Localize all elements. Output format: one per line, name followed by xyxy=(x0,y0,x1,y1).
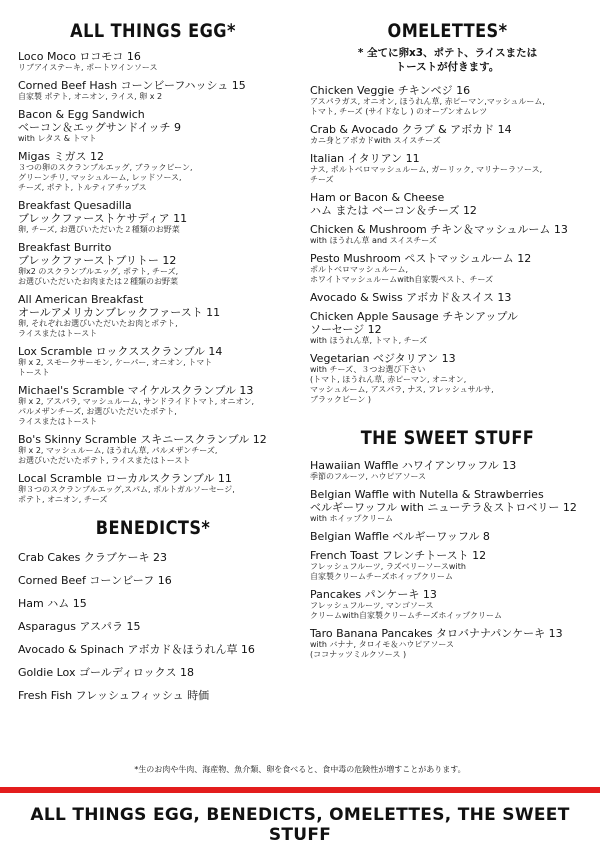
menu-item-name: Migas ミガス 12 xyxy=(18,150,104,163)
menu-item-description: with ホイップクリーム xyxy=(310,514,394,523)
menu-item-name: Chicken Veggie チキンベジ 16 xyxy=(310,84,471,97)
menu-item xyxy=(310,223,585,246)
menu-item xyxy=(310,152,585,185)
menu-item-description: 季節のフルーツ, ハウピアソース xyxy=(310,472,427,481)
menu-item-name: Corned Beef Hash コーンビーフハッシュ 15 xyxy=(18,79,246,92)
menu-item-name: Belgian Waffle ベルギーワッフル 8 xyxy=(310,530,490,543)
menu-item-description: グリーンチリ, マッシュルーム, レッドソース, xyxy=(18,173,182,182)
benedict-item xyxy=(18,574,288,587)
menu-item xyxy=(310,488,585,524)
menu-item-description: with ほうれん草 and スイスチーズ xyxy=(310,236,437,245)
menu-item-name: Ham or Bacon & Cheese ハム または ベーコン＆チーズ 12 xyxy=(310,191,477,217)
menu-item-name: Bo's Skinny Scramble スキニースクランブル 12 xyxy=(18,433,267,446)
menu-item xyxy=(310,530,585,543)
menu-item-name: Chicken Apple Sausage チキンアップル ソーセージ 12 xyxy=(310,310,518,336)
menu-item-description: フレッシュフルーツ, マンゴソース xyxy=(310,601,434,610)
menu-item-description: 自家製 ポテト, オニオン, ライス, 卵 x 2 xyxy=(18,92,163,101)
menu-item-description: ホワイトマッシュルームwith自家製ペスト、チーズ xyxy=(310,275,494,284)
menu-item-name: Belgian Waffle with Nutella & Strawberries ベルギーワッフル with ニューテラ＆ストロベリー 12 xyxy=(310,488,577,514)
footer-title: ALL THINGS EGG, BENEDICTS, OMELETTES, THE SWEET STUFF xyxy=(30,805,570,845)
section-title-sweet-stuff: THE SWEET STUFF xyxy=(360,427,535,449)
section-title-benedicts: BENEDICTS* xyxy=(95,517,211,539)
menu-item xyxy=(18,150,288,193)
menu-item xyxy=(310,123,585,146)
menu-item-name: Avocado & Spinach アボカド＆ほうれん草 16 xyxy=(18,643,255,656)
menu-item-description: クリームwith自家製クリームチーズホイップクリーム xyxy=(310,611,503,620)
menu-item-name: All American Breakfast オールアメリカンブレックファースト 11 xyxy=(18,293,221,319)
menu-item-name: Taro Banana Pancakes タロバナナパンケーキ 13 xyxy=(310,627,563,640)
menu-item-description: パルメザンチーズ, お選びいただいたポテト, xyxy=(18,407,177,416)
sweet-items-list xyxy=(310,459,585,660)
menu-item-description: 自家製クリームチーズホイップクリーム xyxy=(310,572,454,581)
menu-item-description: アスパラガス, オニオン, ほうれん草, 赤ピーマン,マッシュルーム, xyxy=(310,97,545,106)
menu-item-description: ３つの卵のスクランブルエッグ, ブラックビーン, xyxy=(18,163,193,172)
menu-item-description: 卵 x 2, スモークサーモン, ケーパー, オニオン, トマト xyxy=(18,358,213,367)
menu-item-description: with チーズ、３つお選び下さい xyxy=(310,365,426,374)
menu-item-name: Pancakes パンケーキ 13 xyxy=(310,588,437,601)
menu-item-name: Crab & Avocado クラブ & アボカド 14 xyxy=(310,123,512,136)
menu-item-name: Local Scramble ローカルスクランブル 11 xyxy=(18,472,232,485)
menu-item-description: カニ身とアボカドwith スイスチーズ xyxy=(310,136,441,145)
menu-item xyxy=(18,108,288,144)
menu-item-name: Asparagus アスパラ 15 xyxy=(18,620,141,633)
menu-item xyxy=(18,241,288,287)
accent-divider xyxy=(0,787,600,793)
left-column xyxy=(18,0,288,712)
menu-item-name: Pesto Mushroom ペストマッシュルーム 12 xyxy=(310,252,532,265)
menu-item-description: ライスまたはトースト xyxy=(18,417,98,426)
menu-item xyxy=(310,252,585,285)
menu-item-description: (トマト, ほうれん草, 赤ピーマン, オニオン, xyxy=(310,375,467,384)
menu-item-description: 卵x2 のスクランブルエッグ, ポテト, チーズ, xyxy=(18,267,179,276)
menu-item xyxy=(18,50,288,73)
menu-item-description: 卵, それぞれお選びいただいたお肉とポテト, xyxy=(18,319,178,328)
menu-item-name: Chicken & Mushroom チキン＆マッシュルーム 13 xyxy=(310,223,568,236)
menu-item-name: Loco Moco ロコモコ 16 xyxy=(18,50,141,63)
benedict-item xyxy=(18,643,288,656)
menu-item xyxy=(18,433,288,466)
benedict-item xyxy=(18,620,288,633)
menu-item-description: 卵, チーズ, お選びいただいた２種類のお野菜 xyxy=(18,225,180,234)
menu-item-name: Bacon & Egg Sandwich ベーコン＆エッグサンドイッチ 9 xyxy=(18,108,181,134)
menu-item-description: ポテト, オニオン, チーズ xyxy=(18,495,108,504)
menu-item-description: 卵３つのスクランブルエッグ,スパム, ポルトガルソーセージ, xyxy=(18,485,235,494)
section-title-omelettes: OMELETTES* xyxy=(387,20,508,42)
menu-item-name: Michael's Scramble マイケルスクランブル 13 xyxy=(18,384,254,397)
menu-item xyxy=(310,459,585,482)
menu-item-name: Ham ハム 15 xyxy=(18,597,87,610)
benedict-item xyxy=(18,551,288,564)
benedict-item xyxy=(18,666,288,679)
menu-item-description: トマト, チーズ (サイドなし ) のオープンオムレツ xyxy=(310,107,488,116)
menu-item xyxy=(18,472,288,505)
menu-item-description: ライスまたはトースト xyxy=(18,329,98,338)
menu-item-description: お選びいただいたお肉または２種類のお野菜 xyxy=(18,277,178,286)
menu-item-name: Hawaiian Waffle ハワイアンワッフル 13 xyxy=(310,459,517,472)
menu-item-description: リブアイステーキ, ポートワインソース xyxy=(18,63,158,72)
menu-item-description: マッシュルーム, アスパラ, ナス, フレッシュサルサ, xyxy=(310,385,494,394)
menu-item xyxy=(310,291,585,304)
menu-item-name: Fresh Fish フレッシュフィッシュ 時価 xyxy=(18,689,210,702)
menu-item-name: Lox Scramble ロックススクランブル 14 xyxy=(18,345,223,358)
benedicts-list xyxy=(18,551,288,702)
menu-item-description: チーズ, ポテト, トルティアチップス xyxy=(18,183,147,192)
benedict-item xyxy=(18,597,288,610)
menu-item-name: Avocado & Swiss アボカド＆スイス 13 xyxy=(310,291,512,304)
benedict-item xyxy=(18,689,288,702)
menu-item xyxy=(310,310,585,346)
menu-item xyxy=(310,352,585,405)
menu-item-description: チーズ xyxy=(310,175,334,184)
menu-item-description: (ココナッツミルクソース ) xyxy=(310,650,407,659)
omelettes-note-line: トーストが付きます。 xyxy=(395,61,500,73)
menu-item-description: with バナナ, タロイモ＆ハウピアソース xyxy=(310,640,454,649)
omelette-items-list xyxy=(310,84,585,405)
section-title-all-things-egg: ALL THINGS EGG* xyxy=(70,20,236,42)
menu-item xyxy=(310,627,585,660)
menu-item-name: Italian イタリアン 11 xyxy=(310,152,420,165)
omelettes-note xyxy=(310,46,585,74)
food-safety-footnote: *生のお肉や牛肉、海産物、魚介類、卵を食べると、食中毒の危険性が増すことがあります。 xyxy=(134,765,466,774)
menu-item xyxy=(18,384,288,427)
omelettes-note-line: * 全てに卵x3、ポテト、ライスまたは xyxy=(357,47,538,59)
menu-item-description: フレッシュフルーツ, ラズベリーソースwith xyxy=(310,562,466,571)
menu-item-description: with レタス & トマト xyxy=(18,134,97,143)
menu-item-description: トースト xyxy=(18,368,50,377)
menu-item-description: ポルトベロマッシュルーム, xyxy=(310,265,409,274)
menu-item-description: ブラックビーン ) xyxy=(310,395,372,404)
menu-item-description: with ほうれん草, トマト, チーズ xyxy=(310,336,428,345)
menu-item-name: Breakfast Burrito ブレックファーストブリトー 12 xyxy=(18,241,177,267)
right-column xyxy=(310,0,585,666)
menu-item-name: Vegetarian ベジタリアン 13 xyxy=(310,352,456,365)
menu-item xyxy=(310,588,585,621)
menu-item-name: Goldie Lox ゴールディロックス 18 xyxy=(18,666,195,679)
egg-items-list xyxy=(18,50,288,505)
menu-item-description: 卵 x 2, アスパラ, マッシュルーム, サンドライドトマト, オニオン, xyxy=(18,397,255,406)
menu-item xyxy=(18,199,288,235)
menu-item-name: Breakfast Quesadilla ブレックファーストケサディア 11 xyxy=(18,199,188,225)
menu-item-description: お選びいただいたポテト, ライスまたはトースト xyxy=(18,456,191,465)
menu-item xyxy=(18,79,288,102)
menu-item xyxy=(18,345,288,378)
menu-item xyxy=(310,84,585,117)
menu-item-name: Crab Cakes クラブケーキ 23 xyxy=(18,551,167,564)
menu-item-name: French Toast フレンチトースト 12 xyxy=(310,549,487,562)
menu-item xyxy=(310,191,585,217)
menu-item xyxy=(310,549,585,582)
menu-item-description: ナス, ポルトベロマッシュルーム, ガーリック, マリナーラソース, xyxy=(310,165,543,174)
menu-item xyxy=(18,293,288,339)
menu-item-description: 卵 x 2, マッシュルーム, ほうれん草, パルメザンチーズ, xyxy=(18,446,218,455)
menu-item-name: Corned Beef コーンビーフ 16 xyxy=(18,574,172,587)
